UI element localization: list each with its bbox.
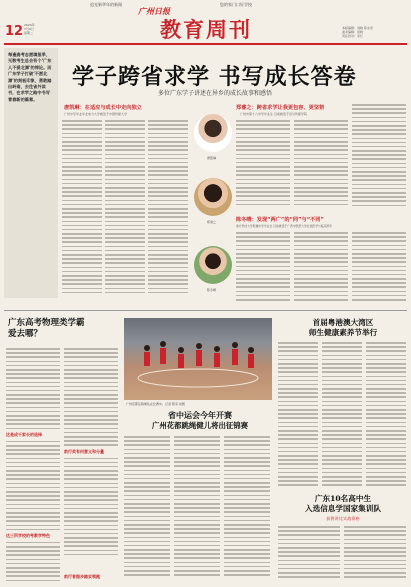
- story5-body-col1: [278, 342, 318, 490]
- story7-title: [280, 494, 406, 514]
- top-tagline-right: 您的家门口好学校: [220, 2, 252, 7]
- story7-body-col2: [344, 526, 406, 584]
- story2-body-col3: [352, 104, 406, 212]
- editor-line-2: 美术编辑：何晓: [342, 30, 364, 35]
- portrait-chen-dongqing: [194, 246, 232, 284]
- story4-title-line2: 爱去哪？: [8, 329, 43, 339]
- story7-title-line2: 入选信息学国家集训队: [305, 504, 381, 513]
- caption-chen-dongqing: 陈冬晴: [207, 288, 217, 292]
- story3-body-col3: [352, 232, 406, 306]
- main-subheadline: 多位广东学子讲述在异乡的成长故事和感悟: [158, 90, 273, 97]
- story2-body-col1: [236, 120, 290, 212]
- portrait-tang-kailin: [194, 114, 232, 152]
- header-rule: [4, 43, 407, 45]
- page-number: 12: [5, 24, 24, 39]
- story6-photo: [124, 318, 272, 400]
- story3-body-col2: [294, 232, 348, 306]
- caption-zheng-ruizhi: 郑睿之: [207, 220, 217, 224]
- date-block: [24, 23, 35, 35]
- story1-body-col3: [148, 120, 188, 302]
- story1-title: 唐凯琳：在适应与成长中走向独立: [64, 105, 142, 111]
- story5-title-line2: 师生健康素养节举行: [308, 328, 378, 337]
- jump-rope-scene: [124, 318, 272, 400]
- small-head-2: 前行者稳步踏实领跑: [64, 574, 100, 579]
- paper-logo: 广州日报: [138, 6, 170, 16]
- story5-title-line1: 首届粤港澳大湾区: [312, 318, 374, 327]
- story6-body-col2: [174, 436, 220, 582]
- story2-title: 郑睿之：跨省求学让我更包容、更坚韧: [236, 105, 325, 111]
- story3-title: 陈冬晴：发现“两广”的“同”与“不同”: [236, 217, 324, 223]
- mid-rule: [4, 310, 407, 311]
- story1-subtitle: 广州中学毕业华北电力大学就读于中国传媒大学: [64, 112, 128, 116]
- story6-body-col1: [124, 436, 170, 582]
- story4-title-line1: 广东高考物理类学霸: [8, 318, 85, 328]
- story4-title: [8, 318, 120, 340]
- date-line-1: 2024年: [24, 23, 35, 27]
- story5-body-col2: [322, 342, 362, 490]
- story3-body-col1: [236, 232, 290, 306]
- story6-title-line2: 广州花都跳绳健儿将出征锦赛: [151, 420, 249, 430]
- editor-credits: [342, 26, 373, 39]
- story3-subtitle: 南方科技大学附属中学毕业生 目前就读于广西中医药大学壮瑶医学与临床药学: [236, 224, 332, 228]
- caption-tang-kailin: 唐凯琳: [207, 156, 217, 160]
- small-head-3: 前行奖有何意义和分量: [64, 448, 104, 454]
- date-line-2: 7月9日: [24, 27, 34, 31]
- story7-title-line1: 广东10名高中生: [314, 494, 372, 503]
- date-line-3: 星期二: [24, 31, 34, 35]
- section-title: 教育周刊: [160, 17, 252, 42]
- story4-body-col1: [6, 348, 60, 583]
- sidebar-quote-text: 每逢高考志愿填报季，无数考生总会有个‘广东人不爱北漂’的悖论。而广东学子打破‘不愿北漂’的刻板印象，勇敢踏出岭南，去往省外读书，在求学之路中书写青春新的篇章。: [8, 52, 52, 102]
- story6-body-col3: [224, 436, 270, 582]
- small-head-1: 这是成千家长的选择: [6, 431, 42, 437]
- story5-body-col3: [366, 342, 406, 490]
- story4-body-col2: [64, 348, 118, 583]
- editor-line-3: 责任校对：李红: [342, 34, 364, 39]
- story2-subtitle: 广州市第十六中学毕业生 目前就读于四川传媒学院: [240, 112, 307, 116]
- editor-line-1: 本版编辑：刘晓 陈永宏: [342, 26, 373, 30]
- story7-body-col1: [278, 526, 340, 584]
- story1-body-col1: [62, 120, 102, 302]
- main-headline: 学子跨省求学 书写成长答卷: [72, 64, 357, 90]
- small-head-4: 这三所学校的考教学特色: [6, 532, 50, 538]
- story6-title: [130, 410, 270, 431]
- sidebar-quote-box: [4, 48, 58, 298]
- story2-body-col2: [294, 120, 348, 212]
- top-tagline-left: 追光新华年的新闻: [90, 2, 122, 7]
- top-tagline: [90, 3, 320, 9]
- story7-subtitle: 获将讲比实战资格: [326, 516, 360, 521]
- story6-title-line1: 省中运会今年开赛: [168, 410, 232, 420]
- story6-photo-caption: 广州花都区跳绳队在比赛中。记者 陈家 供图: [126, 402, 185, 406]
- story1-body-col2: [105, 120, 145, 302]
- story5-title: [280, 318, 406, 338]
- portrait-zheng-ruizhi: [194, 178, 232, 216]
